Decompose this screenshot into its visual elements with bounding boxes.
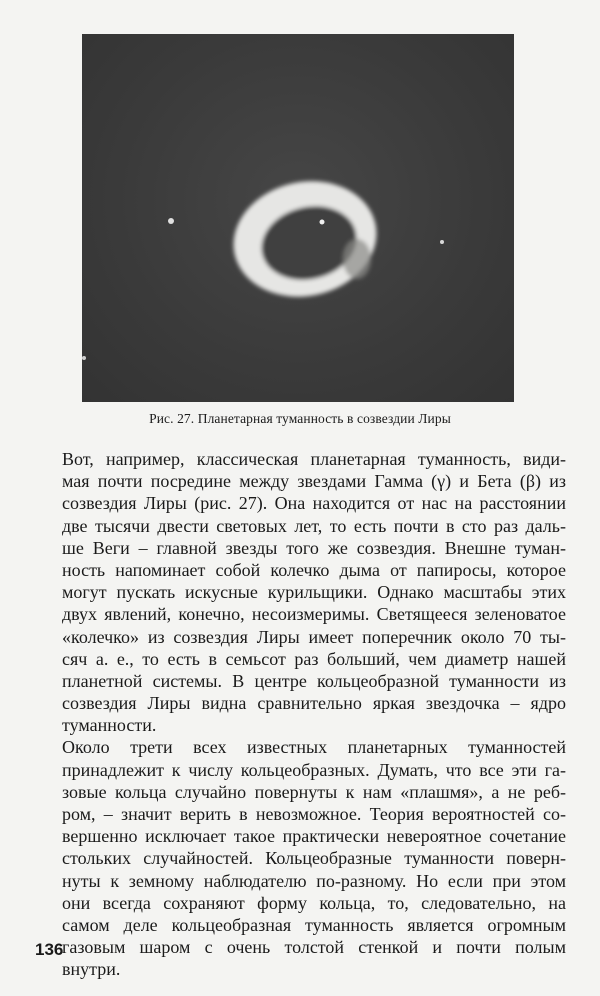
text-line: Около трети всех известных планетарных туманностей	[62, 737, 566, 758]
text-line: мая почти посредине между звездами Гамма (γ) и Бета (β) из	[62, 471, 566, 492]
text-line: они всегда сохраняют форму кольца, то, следовательно, на	[62, 892, 566, 913]
text-line: газовым шаром с очень толстой стенкой и почти полым	[62, 937, 566, 958]
text-line: туманности.	[62, 715, 157, 736]
text-line: внутри.	[62, 959, 121, 980]
star	[82, 356, 86, 360]
text-line: стольких случайностей. Кольцеобразные туманности поверн-	[62, 848, 566, 869]
text-line: вершенно исключает такое практически невероятное сочетание	[62, 826, 566, 847]
page-number: 136	[35, 940, 64, 959]
text-line: Вот, например, классическая планетарная туманность, види-	[62, 449, 566, 469]
text-line: ром, – значит верить в невозможное. Теория вероятностей со-	[62, 804, 566, 824]
nebula-photo	[82, 34, 514, 402]
text-line: самом деле кольцеобразная туманность является огромным	[62, 914, 566, 935]
text-line: принадлежит к числу кольцеобразных. Думать, что все эти га-	[62, 759, 566, 780]
text-line: ше Веги – главной звезды того же созвездия. Внешне туман-	[62, 537, 566, 558]
text-line: зовые кольца случайно повернуты к нам «плашмя», а не реб-	[62, 781, 566, 802]
paragraph-2	[62, 736, 566, 980]
body-text	[62, 448, 566, 981]
figure-caption: Рис. 27. Планетарная туманность в созвездии Лиры	[149, 411, 451, 426]
star	[440, 240, 444, 244]
ring-nebula-icon	[82, 34, 514, 402]
central-star	[320, 220, 325, 225]
text-line: планетной системы. В центре кольцеобразной туманности из	[62, 670, 566, 691]
text-line: сяч а. е., то есть в семьсот раз больший, чем диаметр нашей	[62, 648, 566, 669]
text-line: созвездия Лиры (рис. 27). Она находится от нас на расстоянии	[62, 493, 566, 514]
text-line: созвездия Лиры видна сравнительно яркая звездочка – ядро	[62, 693, 566, 714]
text-line: «колечко» из созвездия Лиры имеет поперечник около 70 ты-	[62, 626, 566, 647]
text-line: могут пускать искусные курильщики. Однако масштабы этих	[62, 582, 566, 603]
star	[168, 218, 174, 224]
text-line: ность напоминает собой колечко дыма от папиросы, которое	[62, 559, 566, 580]
text-line: две тысячи двести световых лет, то есть почти в сто раз даль-	[62, 515, 566, 536]
text-line: двух явлений, конечно, несоизмеримы. Светящееся зеленоватое	[62, 604, 566, 625]
text-line: нуты к земному наблюдателю по-разному. Но если при этом	[62, 870, 566, 891]
paragraph-1	[62, 448, 566, 736]
